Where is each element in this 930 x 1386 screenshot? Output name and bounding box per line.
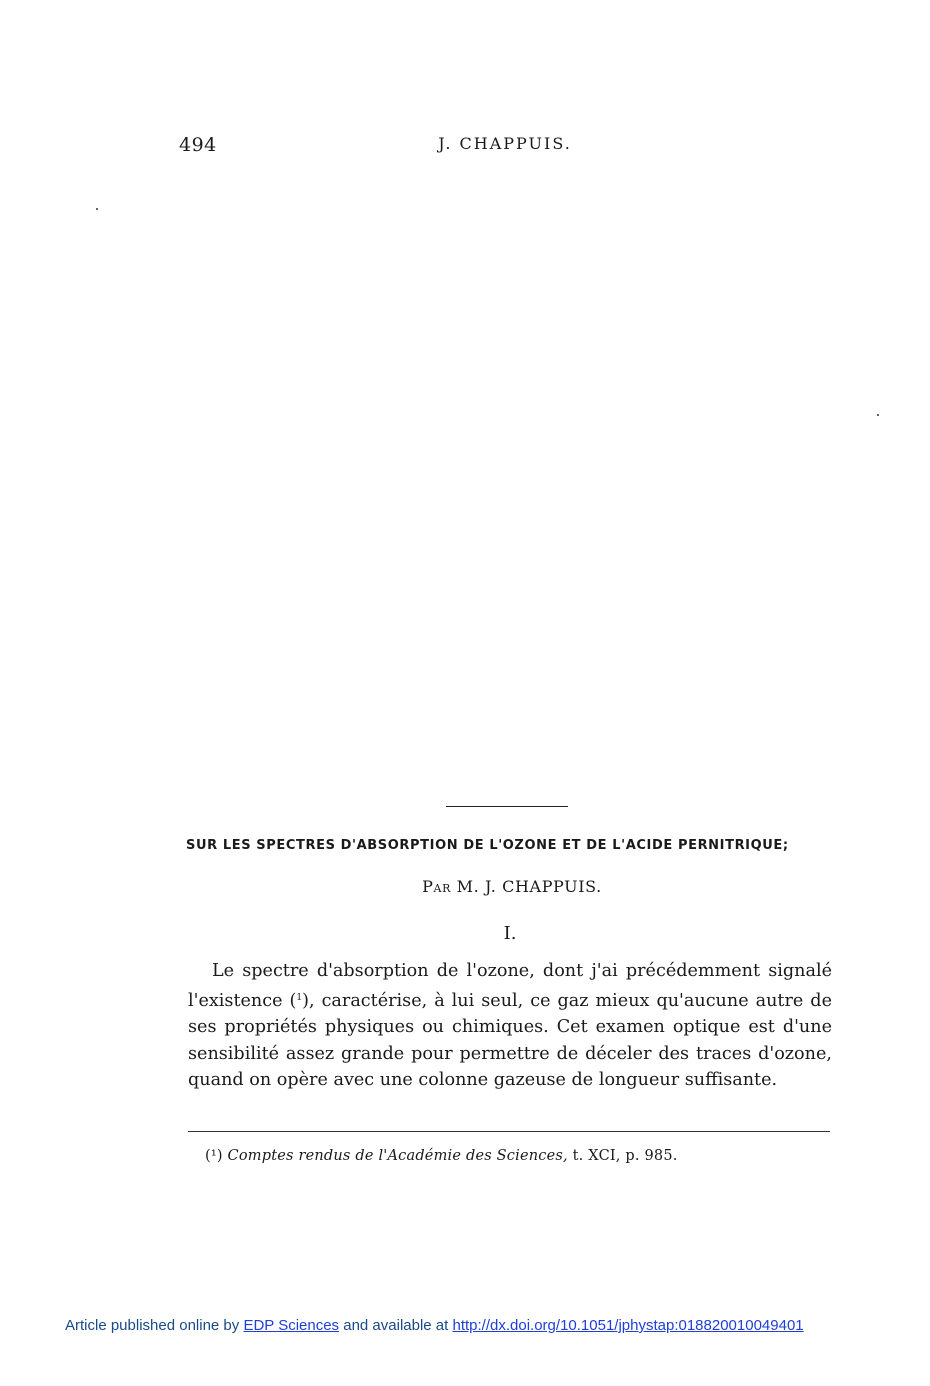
byline-author: M. J. CHAPPUIS. — [456, 877, 602, 896]
running-head: J. CHAPPUIS. — [438, 134, 572, 153]
publisher-note-middle: and available at — [343, 1317, 449, 1334]
title-divider — [446, 806, 568, 807]
publisher-note — [65, 1317, 925, 1334]
footnote-mark: (¹) — [205, 1148, 223, 1164]
byline-prefix: Par — [422, 877, 451, 896]
footnote-source: Comptes rendus de l'Académie des Sciences, — [227, 1148, 568, 1164]
footnote — [205, 1148, 825, 1164]
page-number: 494 — [179, 134, 217, 156]
scan-speck — [96, 208, 98, 210]
scan-speck — [877, 414, 879, 416]
paragraph-text-1: Le spectre d'absorption de l'ozone, dont j'ai précédemment signalé l'existence ( — [188, 961, 832, 1011]
footnote-reference-text: t. XCI, p. 985. — [572, 1148, 678, 1164]
byline — [0, 877, 930, 896]
section-numeral: I. — [503, 923, 517, 944]
footnote-reference[interactable]: 1 — [296, 992, 303, 1003]
publisher-link[interactable]: EDP Sciences — [243, 1317, 340, 1334]
footnote-divider — [188, 1131, 830, 1132]
doi-link[interactable]: http://dx.doi.org/10.1051/jphystap:018820010049401 — [452, 1317, 804, 1334]
body-paragraph — [188, 958, 832, 1094]
publisher-note-prefix: Article published online by — [65, 1317, 240, 1334]
article-title: SUR LES SPECTRES D'ABSORPTION DE L'OZONE ET DE L'ACIDE PERNITRIQUE; — [186, 838, 789, 853]
paragraph-text-2: ), caractérise, à lui seul, ce gaz mieux qu'aucune autre de ses propriétés physiques ou chimiques. Cet examen optique est d'une sensibilité assez grande pour permettre de déceler des traces d'ozone, quand on opère avec une colonne gazeuse de longueur suffisante. — [188, 990, 832, 1091]
